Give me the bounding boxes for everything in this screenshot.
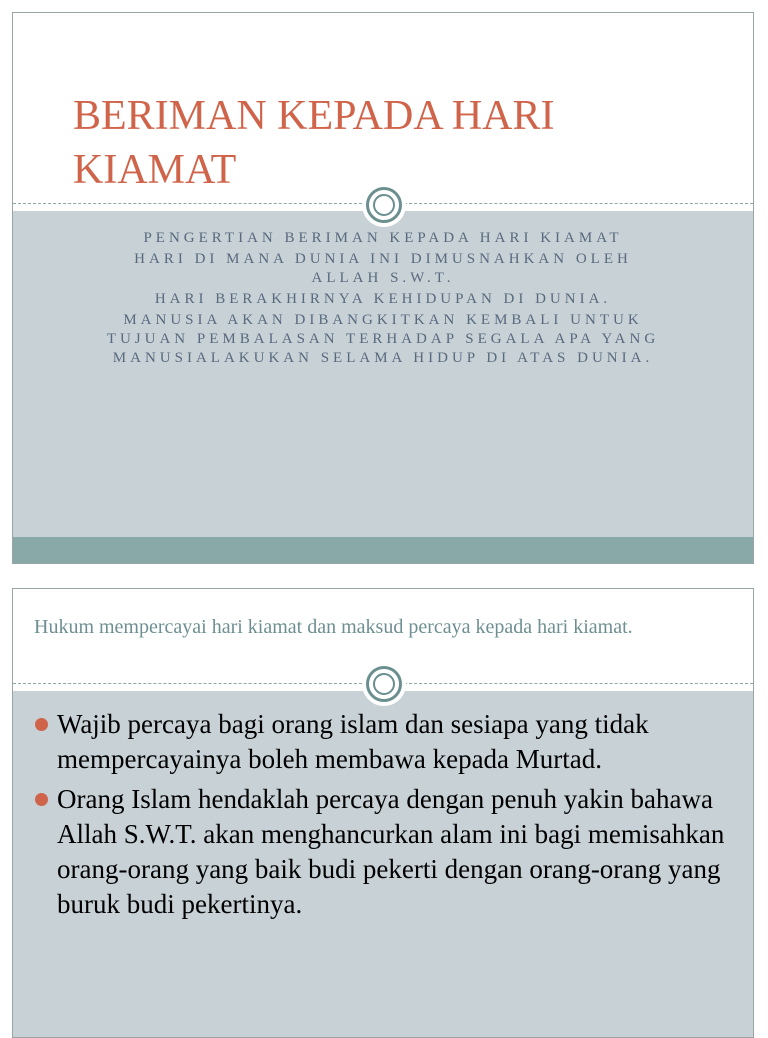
circle-ornament-icon (366, 666, 402, 702)
subtitle-line: HARI DI MANA DUNIA INI DIMUSNAHKAN OLEH ALLAH S.W.T. (134, 251, 632, 286)
bullet-text: Wajib percaya bagi orang islam dan sesiapa yang tidak mempercayainya boleh membawa kepada Murtad. (57, 709, 649, 774)
slide-2-title: Hukum mempercayai hari kiamat dan maksud percaya kepada hari kiamat. (34, 616, 633, 638)
slide-1-bottom-band (13, 537, 753, 563)
slide-1-subtitle (103, 229, 663, 370)
bullet-dot-icon (35, 793, 48, 806)
subtitle-line: HARI BERAKHIRNYA KEHIDUPAN DI DUNIA. (154, 291, 612, 307)
slide-1 (12, 12, 754, 564)
bullet-item (33, 707, 739, 777)
slide-1-title: BERIMAN KEPADA HARI KIAMAT (73, 93, 555, 193)
bullet-item (33, 782, 739, 922)
circle-ornament-icon (366, 187, 402, 223)
slide-2 (12, 588, 754, 1038)
slide-1-title-area (13, 13, 753, 207)
bullet-dot-icon (35, 718, 48, 731)
subtitle-line: PENGERTIAN BERIMAN KEPADA HARI KIAMAT (143, 230, 623, 246)
subtitle-line: MANUSIA AKAN DIBANGKITKAN KEMBALI UNTUK TUJUAN PEMBALASAN TERHADAP SEGALA APA YANG MANUSIALAKUKAN SELAMA HIDUP DI ATAS DUNIA. (106, 312, 660, 366)
bullet-text: Orang Islam hendaklah percaya dengan penuh yakin bahawa Allah S.W.T. akan menghancurkan alam ini bagi memisahkan orang-orang yang baik budi pekerti dengan orang-orang yang buruk budi pekertinya. (57, 784, 725, 919)
slide-2-bullet-list (33, 707, 739, 927)
